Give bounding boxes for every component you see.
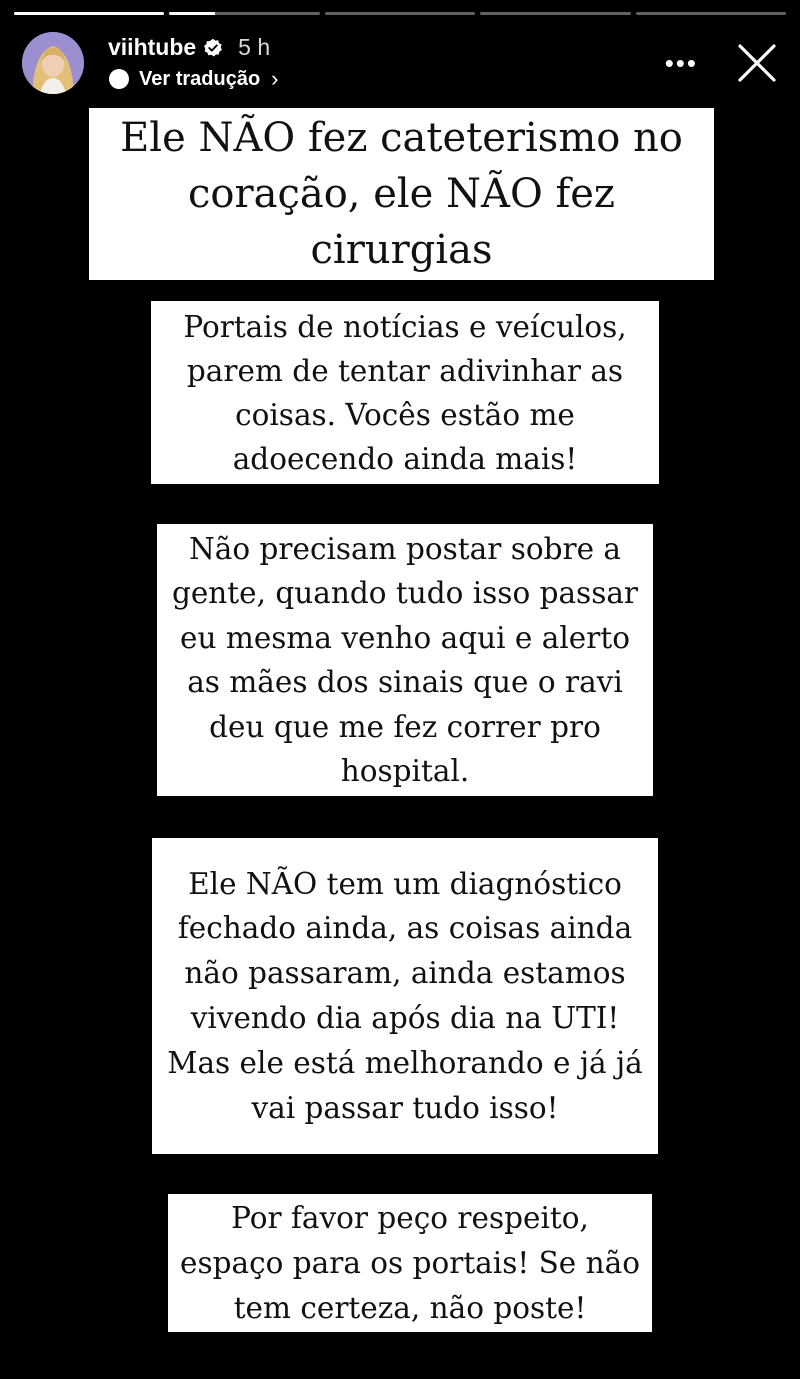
story-text-box — [152, 838, 658, 1154]
story-progress-bar — [14, 12, 786, 15]
close-icon[interactable] — [736, 42, 778, 84]
story-text: Não precisam postar sobre a gente, quando tudo isso passar eu mesma venho aqui e alerto as mães dos sinais que o ravi deu que me fez correr pro hospital. — [171, 531, 639, 788]
story-text: Ele NÃO tem um diagnóstico fechado ainda, as coisas ainda não passaram, ainda estamos vivendo dia após dia na UTI! Mas ele está melhorando e já já vai passar tudo isso! — [167, 866, 643, 1125]
story-text-box — [168, 1194, 652, 1332]
translate-link[interactable] — [108, 66, 279, 92]
story-text-box — [157, 524, 653, 796]
post-time: 5 h — [238, 34, 271, 60]
avatar[interactable] — [22, 32, 84, 94]
translate-icon — [108, 68, 130, 90]
username-row[interactable] — [108, 34, 270, 61]
more-options-button[interactable]: ••• — [664, 48, 698, 78]
chevron-right-icon: › — [271, 66, 279, 91]
verified-badge-icon — [203, 38, 223, 58]
progress-segment — [325, 12, 475, 15]
story-header — [22, 32, 778, 96]
progress-segment — [14, 12, 164, 15]
progress-segment — [636, 12, 786, 15]
story-text-box — [151, 301, 659, 484]
progress-segment-current — [169, 12, 319, 15]
story-text: Portais de notícias e veículos, parem de tentar adivinhar as coisas. Vocês estão me adoecendo ainda mais! — [183, 309, 627, 476]
translate-label[interactable]: Ver tradução — [139, 67, 261, 90]
story-text: Por favor peço respeito, espaço para os portais! Se não tem certeza, não poste! — [180, 1200, 640, 1325]
story-text: Ele NÃO fez cateterismo no coração, ele NÃO fez cirurgias — [120, 115, 683, 273]
story-text-box — [89, 108, 714, 280]
progress-segment — [480, 12, 630, 15]
username[interactable]: viihtube — [108, 34, 197, 60]
